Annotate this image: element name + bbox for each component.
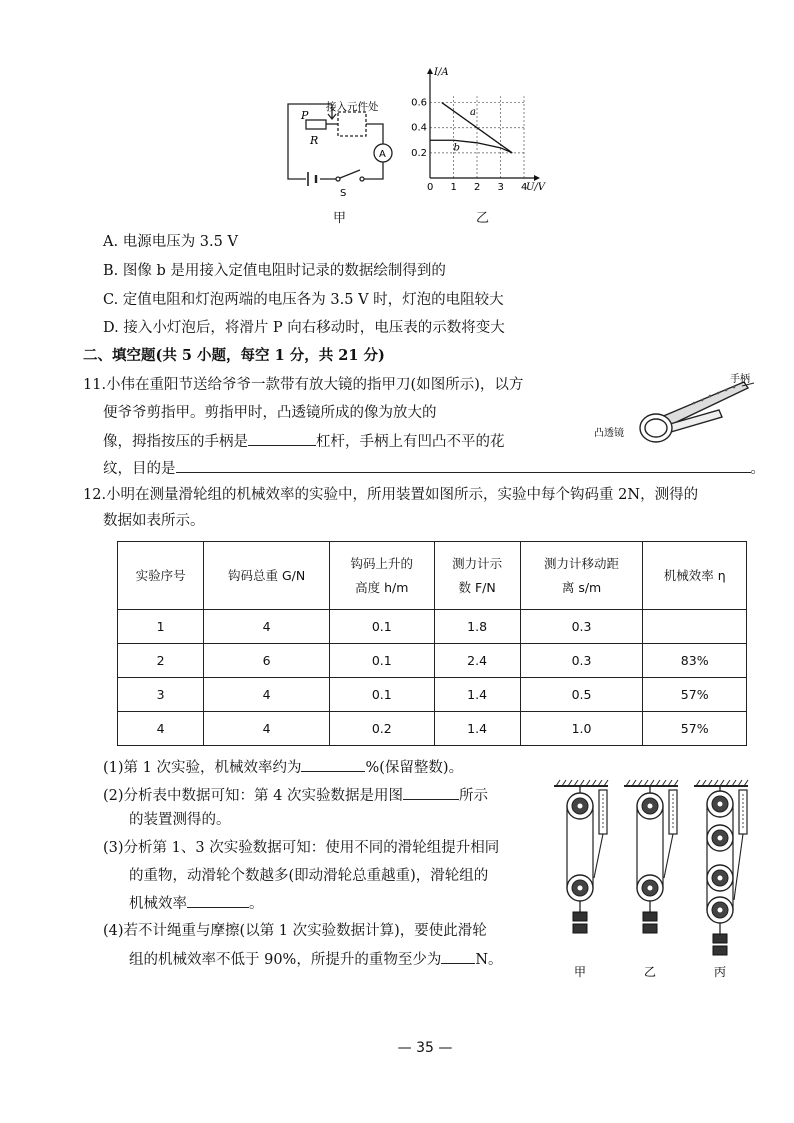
weight-2-0 bbox=[713, 934, 727, 943]
q12-sub2 bbox=[103, 785, 488, 806]
table-header-0: 实验序号 bbox=[118, 542, 204, 610]
table-body bbox=[118, 610, 747, 746]
table-cell-3-5: 57% bbox=[643, 712, 747, 746]
q12-sub3-a: (3)分析第 1、3 次实验数据可知：使用不同的滑轮组提升相同 bbox=[103, 840, 500, 856]
weight-1-1 bbox=[643, 924, 657, 933]
q12-sub2-b: 所示 bbox=[458, 788, 488, 804]
q12-blank-trend[interactable] bbox=[187, 893, 249, 908]
table-cell-0-5[interactable] bbox=[643, 610, 747, 644]
q12-blank-figure[interactable] bbox=[403, 785, 459, 800]
q11-line3-b: 杠杆，手柄上有凹凸不平的花 bbox=[316, 434, 505, 450]
label-a: A bbox=[379, 149, 386, 160]
q12-sub3-b: 的重物，动滑轮个数越多(即动滑轮总重越重)，滑轮组的 bbox=[129, 868, 489, 884]
q11-line4-text: 纹，目的是 bbox=[103, 461, 176, 477]
x-axis-arrow bbox=[534, 175, 540, 181]
series-label-a: a bbox=[469, 107, 476, 119]
table-row bbox=[118, 644, 747, 678]
weight-0-0 bbox=[573, 912, 587, 921]
data-table bbox=[117, 541, 747, 746]
pulley-caption-0: 甲 bbox=[574, 965, 587, 979]
table-cell-1-0: 2 bbox=[118, 644, 204, 678]
table-cell-3-3: 1.4 bbox=[434, 712, 520, 746]
q12-sub2-a: (2)分析表中数据可知：第 4 次实验数据是用图 bbox=[103, 788, 403, 804]
x-axis-label: U/V bbox=[526, 182, 546, 193]
label-lens: 凸透镜 bbox=[594, 428, 624, 439]
q12-sub4-b: 组的机械效率不低于 90%，所提升的重物至少为 bbox=[129, 952, 442, 968]
circuit-caption: 甲 bbox=[333, 211, 347, 226]
series-line-b bbox=[430, 140, 512, 153]
label-r: R bbox=[310, 134, 319, 147]
table-header-4: 测力计移动距 离 s/m bbox=[520, 542, 643, 610]
q12-sub4-a: (4)若不计绳重与摩擦(以第 1 次实验数据计算)，要使此滑轮 bbox=[103, 923, 487, 939]
nail-clipper-figure bbox=[594, 370, 759, 450]
q12-sub4 bbox=[129, 949, 503, 970]
y-axis-label: I/A bbox=[434, 67, 449, 78]
pulley-axle-2-3 bbox=[718, 908, 723, 913]
scale-rope-2 bbox=[734, 834, 743, 900]
weight-1-0 bbox=[643, 912, 657, 921]
table-cell-2-5: 57% bbox=[643, 678, 747, 712]
table-cell-3-4: 1.0 bbox=[520, 712, 643, 746]
y-tick-0: 0.2 bbox=[411, 147, 427, 159]
table-cell-3-0: 4 bbox=[118, 712, 204, 746]
x-tick-1: 1 bbox=[450, 182, 457, 193]
q11-blank-purpose[interactable] bbox=[176, 458, 751, 473]
label-s: S bbox=[340, 188, 347, 199]
option-c: C. 定值电阻和灯泡两端的电压各为 3.5 V 时，灯泡的电阻较大 bbox=[103, 292, 504, 308]
label-handle: 手柄 bbox=[730, 374, 750, 385]
table-cell-2-2: 0.1 bbox=[330, 678, 434, 712]
table-header-1: 钩码总重 G/N bbox=[204, 542, 330, 610]
table-cell-2-4: 0.5 bbox=[520, 678, 643, 712]
weight-0-1 bbox=[573, 924, 587, 933]
table-header-5: 机械效率 η bbox=[643, 542, 747, 610]
x-tick-2: 2 bbox=[474, 182, 481, 193]
graph-caption: 乙 bbox=[476, 211, 490, 226]
pulley-caption-1: 乙 bbox=[644, 965, 657, 979]
table-row bbox=[118, 610, 747, 644]
x-tick-4: 4 bbox=[521, 182, 528, 193]
q12-sub4-c: N。 bbox=[475, 952, 503, 968]
q11-line1: 11.小伟在重阳节送给爷爷一款带有放大镜的指甲刀(如图所示)，以方 bbox=[83, 377, 524, 393]
table-cell-0-0: 1 bbox=[118, 610, 204, 644]
table-cell-1-5: 83% bbox=[643, 644, 747, 678]
table-cell-0-3: 1.8 bbox=[434, 610, 520, 644]
option-b: B. 图像 b 是用接入定值电阻时记录的数据绘制得到的 bbox=[103, 263, 446, 279]
table-header-2: 钩码上升的 高度 h/m bbox=[330, 542, 434, 610]
table-cell-1-3: 2.4 bbox=[434, 644, 520, 678]
section-heading: 二、填空题(共 5 小题，每空 1 分，共 21 分) bbox=[83, 347, 385, 364]
circuit-diagram bbox=[276, 92, 396, 212]
q12-sub3 bbox=[129, 893, 264, 914]
pulley-axle-1-0 bbox=[648, 804, 653, 809]
table-cell-0-1: 4 bbox=[204, 610, 330, 644]
table-header-row bbox=[118, 542, 747, 610]
option-a: A. 电源电压为 3.5 V bbox=[103, 234, 238, 250]
pulley-axle-2-1 bbox=[718, 836, 723, 841]
table-header-3: 测力计示 数 F/N bbox=[434, 542, 520, 610]
table-cell-2-3: 1.4 bbox=[434, 678, 520, 712]
q11-line3-a: 像，拇指按压的手柄是 bbox=[103, 434, 248, 450]
q12-sub3-d: 。 bbox=[249, 896, 264, 912]
table-cell-0-4: 0.3 bbox=[520, 610, 643, 644]
table-cell-1-4: 0.3 bbox=[520, 644, 643, 678]
q11-line2: 便爷爷剪指甲。剪指甲时，凸透镜所成的像为放大的 bbox=[103, 405, 437, 421]
q12-sub1 bbox=[103, 757, 463, 778]
q12-blank-weight[interactable] bbox=[441, 949, 475, 964]
x-tick-0: 0 bbox=[427, 182, 434, 193]
table-cell-1-2: 0.1 bbox=[330, 644, 434, 678]
page-number-value: 35 bbox=[416, 1040, 434, 1056]
q11-line3 bbox=[103, 431, 505, 452]
table-row bbox=[118, 712, 747, 746]
q12-blank-efficiency[interactable] bbox=[301, 757, 365, 772]
q12-sub3-c: 机械效率 bbox=[129, 896, 187, 912]
q11-blank-lever[interactable] bbox=[248, 431, 316, 446]
pulley-axle-2-0 bbox=[718, 802, 723, 807]
option-d: D. 接入小灯泡后，将滑片 P 向右移动时，电压表的示数将变大 bbox=[103, 320, 505, 336]
pulley-figures bbox=[548, 778, 758, 983]
label-connect: 接入元件处 bbox=[326, 101, 379, 113]
table-cell-0-2: 0.1 bbox=[330, 610, 434, 644]
series-label-b: b bbox=[453, 142, 460, 154]
table-row bbox=[118, 678, 747, 712]
pulley-caption-2: 丙 bbox=[714, 965, 727, 979]
y-axis-arrow bbox=[427, 68, 433, 74]
pulley-axle-2-2 bbox=[718, 876, 723, 881]
iu-graph bbox=[411, 66, 546, 196]
table-cell-1-1: 6 bbox=[204, 644, 330, 678]
pulley-axle-1-1 bbox=[648, 886, 653, 891]
q12-sub2-c: 的装置测得的。 bbox=[129, 812, 231, 828]
q11-line4 bbox=[103, 458, 765, 479]
y-tick-1: 0.4 bbox=[411, 122, 427, 134]
table-cell-3-2: 0.2 bbox=[330, 712, 434, 746]
table-cell-2-1: 4 bbox=[204, 678, 330, 712]
scale-rope-1 bbox=[664, 834, 673, 878]
q12-line2: 数据如表所示。 bbox=[103, 513, 205, 529]
x-tick-3: 3 bbox=[497, 182, 504, 193]
pulley-axle-0-1 bbox=[578, 886, 583, 891]
q12-sub1-a: (1)第 1 次实验，机械效率约为 bbox=[103, 760, 302, 776]
y-tick-2: 0.6 bbox=[411, 97, 427, 109]
weight-2-1 bbox=[713, 946, 727, 955]
scale-rope-0 bbox=[594, 834, 603, 878]
q12-line1: 12.小明在测量滑轮组的机械效率的实验中，所用装置如图所示，实验中每个钩码重 2N，测得的 bbox=[83, 487, 699, 503]
page-number: — 35 — bbox=[397, 1040, 453, 1056]
label-p: P bbox=[301, 109, 309, 122]
table-cell-3-1: 4 bbox=[204, 712, 330, 746]
q12-sub1-b: %(保留整数)。 bbox=[365, 760, 464, 776]
pulley-axle-0-0 bbox=[578, 804, 583, 809]
table-cell-2-0: 3 bbox=[118, 678, 204, 712]
q11-end: 。 bbox=[750, 461, 765, 477]
